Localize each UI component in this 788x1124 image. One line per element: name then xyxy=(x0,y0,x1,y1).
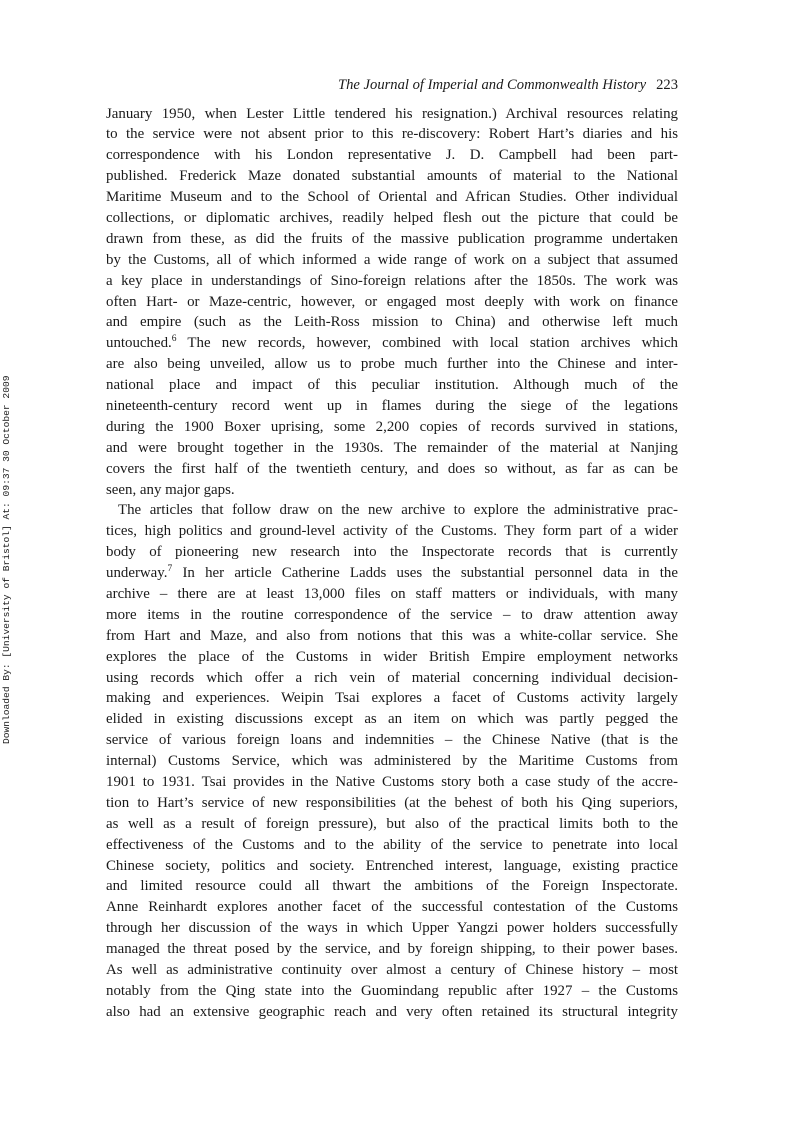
text-line: January 1950, when Lester Little tendered his resignation.) Archival resources relating xyxy=(106,105,678,122)
text-line: covers the first half of the twentieth century, and does so without, as far as can be xyxy=(106,460,678,477)
text-line: also had an extensive geographic reach and very often retained its structural integrity xyxy=(106,1003,678,1020)
text-line: body of pioneering new research into the Inspectorate records that is currently xyxy=(106,544,678,561)
text-segment: untouched. xyxy=(106,335,172,352)
text-line: nineteenth-century record went up in flames during the siege of the legations xyxy=(106,397,678,414)
text-line-with-footnote xyxy=(106,333,678,354)
footnote-marker[interactable]: 7 xyxy=(167,564,173,575)
text-line: internal) Customs Service, which was administered by the Maritime Customs from xyxy=(106,753,678,770)
text-line: tion to Hart’s service of new responsibilities (at the behest of both his Qing superiors, xyxy=(106,794,678,811)
text-line: to the service were not absent prior to this re-discovery: Robert Hart’s diaries and his xyxy=(106,126,678,143)
text-line: through her discussion of the ways in which Upper Yangzi power holders successfully xyxy=(106,920,678,937)
text-line: elided in existing discussions except as an item on which was partly pegged the xyxy=(106,711,678,728)
text-line: notably from the Qing state into the Guomindang republic after 1927 – the Customs xyxy=(106,982,678,999)
text-line: making and experiences. Weipin Tsai explores a facet of Customs activity largely xyxy=(106,690,678,707)
text-line: and were brought together in the 1930s. The remainder of the material at Nanjing xyxy=(106,439,678,456)
text-line: by the Customs, all of which informed a wide range of work on a subject that assumed xyxy=(106,251,678,268)
text-line: As well as administrative continuity over almost a century of Chinese history – most xyxy=(106,962,678,979)
text-line: seen, any major gaps. xyxy=(106,481,235,498)
text-line: using records which offer a rich vein of material concerning individual decision- xyxy=(106,669,678,686)
text-line: managed the threat posed by the service, and by foreign shipping, to their power bases. xyxy=(106,941,678,958)
text-line: service of various foreign loans and indemnities – the Chinese Native (that is the xyxy=(106,732,678,749)
text-line: more items in the routine correspondence of the service – to draw attention away xyxy=(106,606,678,623)
text-line-with-footnote xyxy=(106,563,678,584)
text-line: from Hart and Maze, and also from notions that this was a white-collar service. She xyxy=(106,627,678,644)
text-line: tices, high politics and ground-level activity of the Customs. They form part of a wider xyxy=(106,523,678,540)
text-line: and limited resource could all thwart the ambitions of the Foreign Inspectorate. xyxy=(106,878,678,895)
running-header xyxy=(106,76,678,94)
text-line: are also being unveiled, allow us to probe much further into the Chinese and inter- xyxy=(106,356,678,373)
footnote-marker[interactable]: 6 xyxy=(171,334,177,345)
text-line: national place and impact of this peculiar institution. Although much of the xyxy=(106,377,678,394)
text-line: Anne Reinhardt explores another facet of the successful contestation of the Customs xyxy=(106,899,678,916)
text-line: often Hart- or Maze-centric, however, or engaged most deeply with work on finance xyxy=(106,293,678,310)
text-segment: underway. xyxy=(106,565,168,582)
text-line: published. Frederick Maze donated substantial amounts of material to the National xyxy=(106,168,678,185)
text-line: Maritime Museum and to the School of Oriental and African Studies. Other individual xyxy=(106,189,678,206)
text-line: during the 1900 Boxer uprising, some 2,200 copies of records survived in stations, xyxy=(106,418,678,435)
text-line: archive – there are at least 13,000 files on staff matters or individuals, with many xyxy=(106,585,678,602)
download-watermark-text: Downloaded By: [University of Bristol] At: 09:37 30 October 2009 xyxy=(1,375,12,744)
text-line: and empire (such as the Leith-Ross mission to China) and otherwise left much xyxy=(106,314,678,331)
text-line: a key place in understandings of Sino-foreign relations after the 1850s. The work was xyxy=(106,272,678,289)
article-body xyxy=(106,104,678,1023)
text-line: correspondence with his London representative J. D. Campbell had been part- xyxy=(106,147,678,164)
page-number: 223 xyxy=(656,77,678,93)
text-line: collections, or diplomatic archives, readily helped flesh out the picture that could be xyxy=(106,209,678,226)
text-line: explores the place of the Customs in wider British Empire employment networks xyxy=(106,648,678,665)
text-line: Chinese society, politics and society. Entrenched interest, language, existing practice xyxy=(106,857,678,874)
journal-title: The Journal of Imperial and Commonwealth History xyxy=(338,77,647,93)
text-line: drawn from these, as did the fruits of the massive publication programme undertaken xyxy=(106,230,678,247)
text-line: The articles that follow draw on the new archive to explore the administrative prac- xyxy=(118,502,678,519)
text-segment: The new records, however, combined with local station archives which xyxy=(176,335,678,352)
text-line: as well as a result of foreign pressure), but also of the practical limits both to the xyxy=(106,815,678,832)
text-segment: In her article Catherine Ladds uses the substantial personnel data in the xyxy=(172,565,678,582)
text-line: effectiveness of the Customs and to the ability of the service to penetrate into local xyxy=(106,836,678,853)
text-line: 1901 to 1931. Tsai provides in the Native Customs story both a case study of the accre- xyxy=(106,774,678,790)
